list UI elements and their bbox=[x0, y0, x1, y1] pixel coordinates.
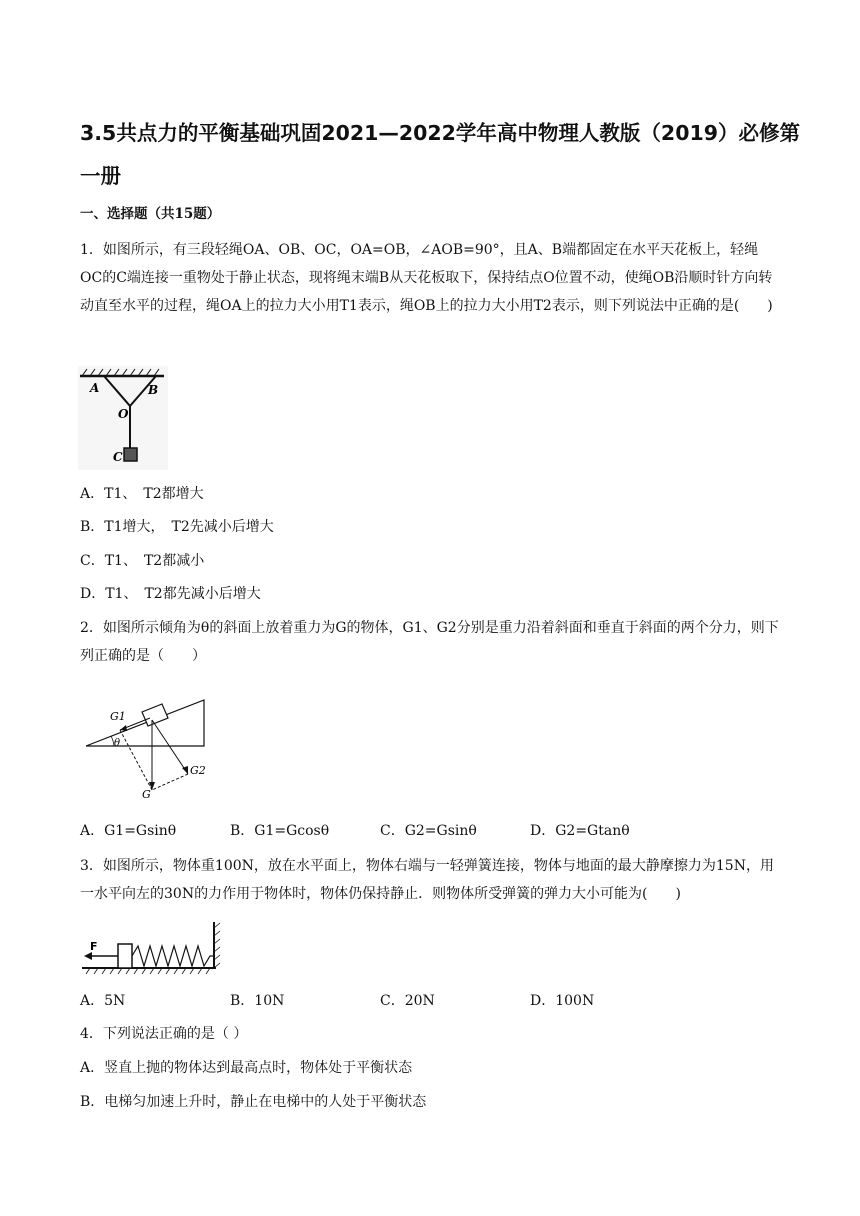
question-4-stem: 4．下列说法正确的是（ ） bbox=[80, 1026, 248, 1042]
q4-option-a: A．竖直上抛的物体达到最高点时，物体处于平衡状态 bbox=[80, 1060, 413, 1076]
q2-option-c: C．G2=Gsinθ bbox=[380, 823, 477, 839]
q1-option-b: B．T1增大， T2先减小后增大 bbox=[80, 519, 274, 535]
fig-label-theta: θ bbox=[114, 738, 121, 749]
question-3-stem: 3．如图所示，物体重100N，放在水平面上，物体右端与一轻弹簧连接，物体与地面的最大静摩擦力为15N，用一水平向左的30N的力作用于物体时，物体仍保持静止．则物体所受弹簧的弹力大小可能为( ) bbox=[80, 858, 774, 902]
q3-option-b: B．10N bbox=[230, 993, 285, 1009]
fig-label-g2: G2 bbox=[190, 764, 206, 777]
fig-label-a: A bbox=[90, 381, 100, 395]
fig-label-f: F bbox=[90, 940, 98, 953]
q3-option-d: D．100N bbox=[530, 993, 595, 1009]
q1-option-c: C．T1、 T2都减小 bbox=[80, 553, 205, 569]
q2-option-b: B．G1=Gcosθ bbox=[230, 823, 330, 839]
fig-label-o: O bbox=[118, 407, 129, 421]
q1-option-a: A．T1、 T2都增大 bbox=[80, 486, 204, 502]
question-1-stem: 1．如图所示，有三段轻绳OA、OB、OC，OA=OB，∠AOB=90°，且A、B端都固定在水平天花板上，轻绳OC的C端连接一重物处于静止状态，现将绳末端B从天花板取下，保持结点O位置不动，使绳OB沿顺时针方向转动直至水平的过程，绳OA上的拉力大小用T1表示，绳OB上的拉力大小用T2表示，则下列说法中正确的是( ) bbox=[80, 242, 773, 314]
q3-option-a: A．5N bbox=[80, 993, 126, 1009]
fig-label-b: B bbox=[148, 383, 159, 397]
section-heading: 一、选择题（共15题） bbox=[80, 206, 221, 222]
q1-option-d: D．T1、 T2都先减小后增大 bbox=[80, 586, 261, 602]
page-title: 3.5共点力的平衡基础巩固2021—2022学年高中物理人教版（2019）必修第一册 bbox=[80, 121, 800, 188]
spring-diagram-figure bbox=[80, 920, 226, 976]
fig-label-g1: G1 bbox=[110, 710, 126, 723]
rope-diagram-figure bbox=[78, 366, 168, 470]
q2-option-d: D．G2=Gtanθ bbox=[530, 823, 630, 839]
q3-option-c: C．20N bbox=[380, 993, 435, 1009]
question-2-stem: 2．如图所示倾角为θ的斜面上放着重力为G的物体，G1、G2分别是重力沿着斜面和垂直于斜面的两个分力，则下列正确的是（ ） bbox=[80, 620, 779, 664]
q4-option-b: B．电梯匀加速上升时，静止在电梯中的人处于平衡状态 bbox=[80, 1094, 427, 1110]
fig-label-g: G bbox=[142, 788, 151, 801]
fig-label-c: C bbox=[113, 450, 123, 464]
q2-option-a: A．G1=Gsinθ bbox=[80, 823, 177, 839]
incline-diagram-figure bbox=[84, 690, 216, 802]
